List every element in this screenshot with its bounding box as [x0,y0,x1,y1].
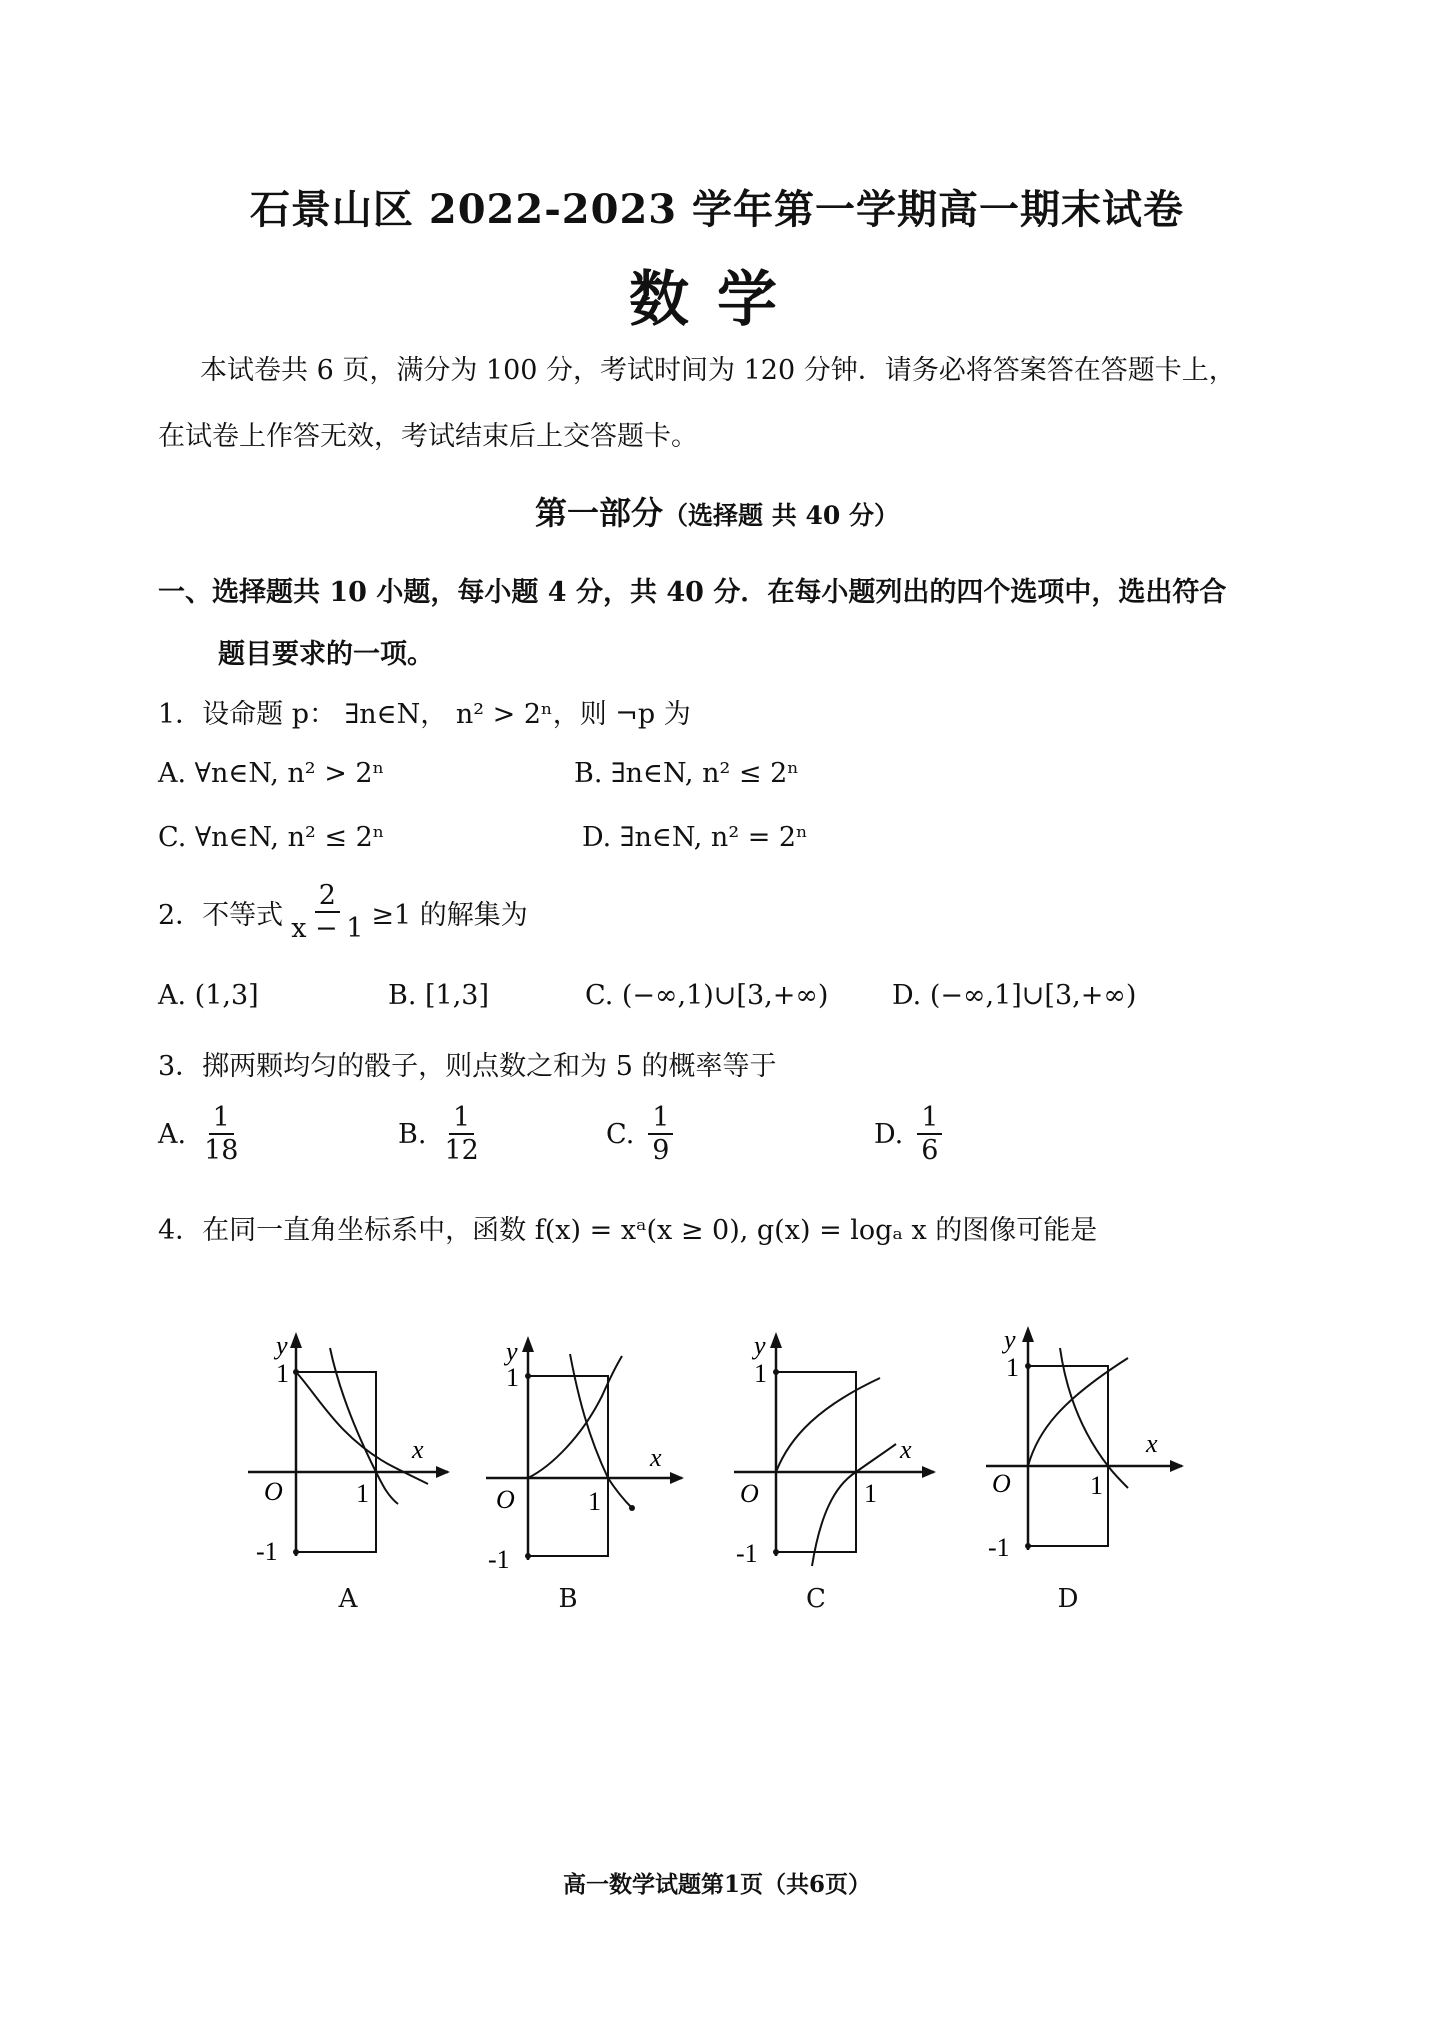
graph-d-y-label: y [1004,1325,1016,1354]
graph-b-neg-one: -1 [488,1545,510,1574]
graph-a-x-label: x [412,1435,424,1464]
option-d-fraction [917,1102,942,1166]
question-1-option-a: A. ∀n∈N, n² > 2ⁿ [158,758,385,789]
part-note: （选择题 共 40 分） [663,501,899,530]
section-instruction-2: 题目要求的一项。 [218,639,434,670]
question-2-stem [158,880,528,944]
graph-c-one-x: 1 [864,1479,877,1508]
part-title: 第一部分 [535,494,664,532]
graph-c-neg-one: -1 [736,1539,758,1568]
option-d-numerator: 1 [917,1102,942,1135]
graph-c-one-y: 1 [754,1359,767,1388]
graph-d-svg [982,1310,1202,1570]
graph-b-origin: O [496,1485,515,1514]
question-1-option-d: D. ∃n∈N, n² = 2ⁿ [582,822,808,853]
option-c-denominator: 9 [652,1135,670,1167]
graph-a-svg [238,1316,458,1576]
option-c-fraction [648,1102,673,1166]
intro-line-1: 本试卷共 6 页，满分为 100 分，考试时间为 120 分钟．请务必将答案答在答题卡上， [200,355,1236,386]
question-2-suffix: ≥1 的解集为 [371,899,528,931]
graph-b-one-y: 1 [506,1363,519,1392]
graph-d-one-y: 1 [1006,1353,1019,1382]
question-2-option-d: D. (−∞,1]∪[3,+∞) [892,980,1137,1011]
graph-a-one-x: 1 [356,1479,369,1508]
graph-a-y-label: y [276,1331,288,1360]
graph-c-label: C [806,1584,826,1614]
question-4-stem: 4．在同一直角坐标系中，函数 f(x) = xᵃ(x ≥ 0), g(x) = logₐ x 的图像可能是 [158,1215,1098,1246]
question-1-option-b: B. ∃n∈N, n² ≤ 2ⁿ [574,758,799,789]
question-2-prefix: 2．不等式 [158,899,284,931]
section-instruction-1: 一、选择题共 10 小题，每小题 4 分，共 40 分．在每小题列出的四个选项中，选出符合 [158,577,1227,608]
graph-a-label: A [338,1584,358,1614]
question-3-stem: 3．掷两颗均匀的骰子，则点数之和为 5 的概率等于 [158,1051,777,1082]
option-c-numerator: 1 [648,1102,673,1135]
graph-d-x-label: x [1146,1429,1158,1458]
option-a-numerator: 1 [209,1102,234,1135]
question-3-option-a [158,1102,246,1166]
graph-b-y-label: y [506,1337,518,1366]
option-a-label: A. [158,1118,187,1150]
question-3-option-b [398,1102,487,1166]
graph-d [982,1310,1202,1614]
graph-c-y-label: y [754,1331,766,1360]
option-b-numerator: 1 [449,1102,474,1135]
question-1-option-c: C. ∀n∈N, n² ≤ 2ⁿ [158,822,385,853]
option-a-fraction [200,1102,242,1166]
option-b-label: B. [398,1118,427,1150]
graph-a-origin: O [264,1477,283,1506]
option-d-label: D. [874,1118,904,1150]
graph-b [482,1316,702,1614]
graph-a-neg-one: -1 [256,1537,278,1566]
option-b-denominator: 12 [444,1135,479,1167]
exam-title: 石景山区 2022-2023 学年第一学期高一期末试卷 [249,186,1185,233]
question-1-stem: 1．设命题 p： ∃n∈N， n² > 2ⁿ，则 ¬p 为 [158,699,691,730]
question-2-option-a: A. (1,3] [158,980,259,1011]
question-3-option-d [874,1102,946,1166]
graph-b-x-label: x [650,1443,662,1472]
graph-c [730,1316,950,1614]
graph-d-label: D [1057,1584,1079,1614]
graph-c-x-label: x [900,1435,912,1464]
option-c-label: C. [606,1118,635,1150]
graph-d-neg-one: -1 [988,1533,1010,1562]
graph-b-one-x: 1 [588,1487,601,1516]
graph-b-svg [482,1316,702,1576]
option-d-denominator: 6 [921,1135,939,1167]
question-2-denominator: x − 1 [291,913,364,945]
option-b-fraction [440,1102,482,1166]
question-2-option-b: B. [1,3] [388,980,490,1011]
graph-d-origin: O [992,1469,1011,1498]
question-3-option-c [606,1102,677,1166]
graph-d-one-x: 1 [1090,1471,1103,1500]
graph-b-label: B [558,1584,578,1614]
graph-c-svg [730,1316,950,1576]
question-2-option-c: C. (−∞,1)∪[3,+∞) [585,980,829,1011]
intro-line-2: 在试卷上作答无效，考试结束后上交答题卡。 [158,421,698,452]
graph-a-one-y: 1 [276,1359,289,1388]
part-heading [0,488,1434,534]
graph-a [238,1316,458,1614]
page-footer: 高一数学试题第1页（共6页） [562,1871,871,1898]
question-2-fraction [287,880,367,944]
graph-c-origin: O [740,1479,759,1508]
question-2-numerator: 2 [315,880,340,913]
subject-title: 数学 [629,265,805,335]
option-a-denominator: 18 [204,1135,239,1167]
